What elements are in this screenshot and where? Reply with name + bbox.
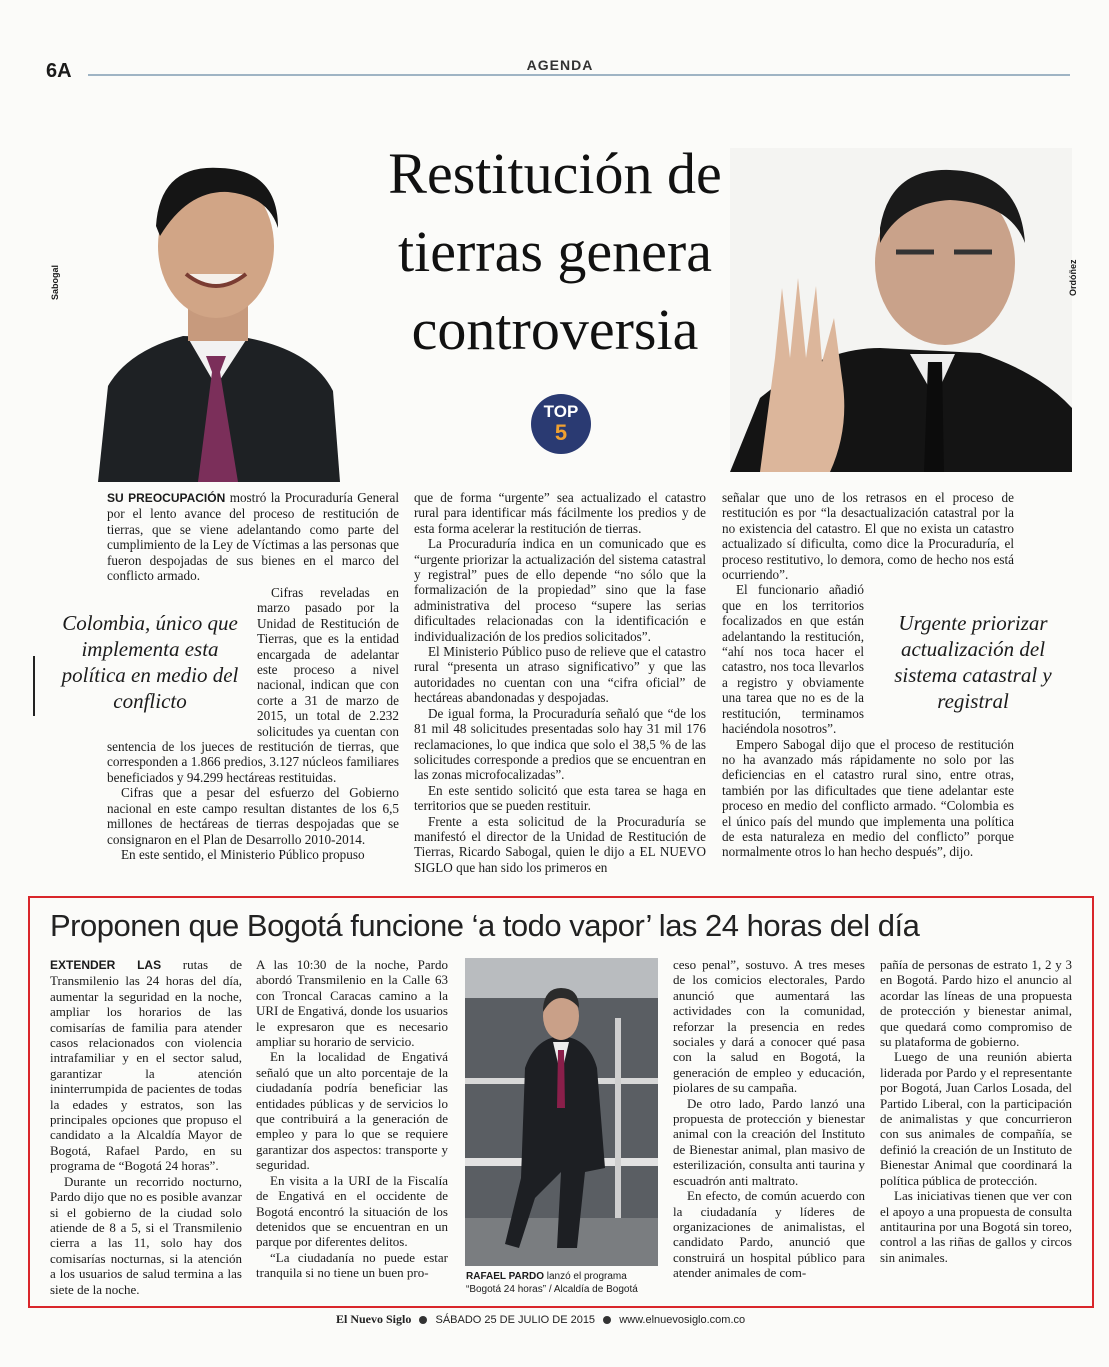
photo-sabogal <box>88 156 348 482</box>
article1-paragraph: Empero Sabogal dijo que el proceso de restitución no ha avanzado más rápidamente no solo por las deficiencias en el catastro rural sino, entre otras, también por las dificultades que tiene adelantar este proceso en medio del conflicto armado. “Colombia es el único país del mundo que implementa una política de esta naturaleza en medio del conflicto” porque normalmente otros lo han hecho después”, dijo. <box>722 736 1014 860</box>
article2-paragraph: En efecto, de común acuerdo con la ciudadanía y líderes de organizaciones de animalistas, el candidato Pardo, anunció que construirá un hospital público para atender animales de com- <box>673 1188 865 1281</box>
page-number: 6A <box>46 60 72 82</box>
footer-date: SÁBADO 25 DE JULIO DE 2015 <box>435 1314 596 1326</box>
section-label: AGENDA <box>500 57 620 73</box>
article1-paragraph: De igual forma, la Procuraduría señaló que “de los 81 mil 48 solicitudes presentadas solo hay 31 mil 176 reclamaciones, lo que indica que solo el 38,5 % de las solicitudes corresponde a predios que se encuentran en las zonas microfocalizadas”. <box>414 705 706 783</box>
article1-paragraph: que de forma “urgente” sea actualizado el catastro rural para identificar más fácilmente los predios y de esta forma acelerar la restitución de tierras. <box>414 490 706 536</box>
photo-caption: RAFAEL PARDO lanzó el programa “Bogotá 24 horas” / Alcaldía de Bogotá <box>466 1271 638 1295</box>
article1-paragraph: Cifras reveladas en marzo pasado por la Unidad de Restitución de Tierras, que es la entidad encargada de adelantar este proceso a nivel nacional, indican que con corte a 31 de marzo de 2015, un total de 2.232 solicitudes ya cuentan con sentencia de los jueces de restitución de tierras, que corresponden a 1.866 predios, 3.127 núcleos familiares beneficiados y 94.299 hectáreas restituidas. <box>107 585 399 785</box>
article1-column-1 <box>107 490 399 599</box>
pull-quote-right: Urgente priorizar actualización del sistema catastral y registral <box>894 611 1052 713</box>
article1-paragraph: señalar que uno de los retrasos en el proceso de restitución es por “la desactualización catastral por la no existencia del catastro. El que no exista un catastro actualizado sí dificulta, como dice la Procuraduría, el proceso restitutivo, lo demora, como de hecho nos está ocurriendo”. <box>722 490 1014 583</box>
article2-paragraph: De otro lado, Pardo lanzó una propuesta de protección y bienestar animal con la creación del Instituto de Bienestar animal, plan masivo de esterilización, consulta anti taurina y escuadrón anti maltrato. <box>673 1095 865 1188</box>
article1-paragraph: El funcionario añadió que en los territorios focalizados en que están adelantando la restitución, “ahí nos toca hacer el catastro, nos toca llevarlos a registro y obviamente una tarea que no es de la restitución, terminamos haciéndola nosotros”. <box>722 582 864 737</box>
photo-label-left: Sabogal <box>50 264 60 300</box>
article2-paragraph: Luego de una reunión abierta liderada por Pardo y el representante por Bogotá, Juan Carlos Losada, del Partido Liberal, con la participación de animalistas y que concurrieron con sus animales de compañía, se definió la creación de un Instituto de Bienestar Animal que coordinará la política pública de protección. <box>880 1049 1072 1188</box>
pull-quote-left: Colombia, único que implementa esta política en medio del conflicto <box>61 611 239 713</box>
page-footer <box>336 1312 796 1327</box>
headline-line-1: Restitución de <box>388 141 722 206</box>
article2-paragraph: A las 10:30 de la noche, Pardo abordó Transmilenio en la Calle 63 con Troncal Caracas camino a la URI de Engativá, donde los usuarios le expresaron que es necesario ampliar su horario de servicio. <box>256 957 448 1050</box>
article2-column-1 <box>50 957 242 1297</box>
article1-paragraph: La Procuraduría indica en un comunicado que es “urgente priorizar la actualización del sistema catastral y registral” pues de ello depende “no sólo que la formalización de la propiedad” sino que la fase administrativa del proceso “supere las serias dificultades relacionadas con la identificación e individualización de los predios solicitados”. <box>414 536 706 644</box>
headline-line-3: controversia <box>411 297 699 362</box>
article2-paragraph: pañía de personas de estrato 1, 2 y 3 en Bogotá. Pardo hizo el anuncio al acordar las líneas de una propuesta de protección y bienestar animal, que quedará como compromiso de su plataforma de gobierno. <box>880 957 1072 1050</box>
article2-headline: Proponen que Bogotá funcione ‘a todo vapor’ las 24 horas del día <box>50 908 920 943</box>
top5-badge-number: 5 <box>554 420 568 445</box>
article1-paragraph: SU PREOCUPACIÓN mostró la Procuraduría General por el lento avance del proceso de restitución de tierras, que se viene adelantando como parte del cumplimiento de la Ley de Víctimas a las personas que fueron despojadas de sus bienes en el marco del conflicto armado. <box>107 490 399 584</box>
photo-label-right: Ordóñez <box>1068 259 1078 296</box>
article2-column-3 <box>673 957 865 1281</box>
article1-column-2 <box>414 490 706 875</box>
footer-separator-icon <box>419 1316 427 1324</box>
margin-mark <box>33 656 35 716</box>
top5-badge <box>531 394 591 454</box>
article1-paragraph: Frente a esta solicitud de la Procuraduría se manifestó el director de la Unidad de Restitución de Tierras, Ricardo Sabogal, quien le dijo a EL NUEVO SIGLO que han sido los primeros en <box>414 813 706 875</box>
article1-paragraph: En este sentido solicitó que esta tarea se haga en territorios que se pueden restituir. <box>414 782 706 814</box>
top5-badge-top: TOP <box>543 402 579 421</box>
article1-paragraph: Cifras que a pesar del esfuerzo del Gobierno nacional en este campo resultan distantes de los 6,5 millones de hectáreas de tierras despojadas que se consignaron en el Plan de Desarrollo 2010-2014. <box>107 785 399 847</box>
article2-lead-caps: EXTENDER LAS <box>50 958 162 972</box>
footer-brand: El Nuevo Siglo <box>336 1312 412 1326</box>
article1-lead-caps: SU PREOCUPACIÓN <box>107 491 226 505</box>
photo-ordonez <box>730 148 1072 472</box>
caption-bold: RAFAEL PARDO <box>466 1271 544 1282</box>
footer-separator-icon <box>603 1316 611 1324</box>
article2-paragraph: ceso penal”, sostuvo. A tres meses de los comicios electorales, Pardo anunció que aumentará las actividades con la comunidad, reforzar la presencia en redes sociales y dará a conocer qué pasa con la salud en Bogotá, la generación de empleo y educación, piolares de su campaña. <box>673 957 865 1096</box>
article2-paragraph: “La ciudadanía no puede estar tranquila si no tiene un buen pro- <box>256 1249 448 1281</box>
article1-paragraph: En este sentido, el Ministerio Público propuso <box>121 846 365 862</box>
article2-column-4 <box>880 957 1072 1265</box>
article2-paragraph: EXTENDER LAS rutas de Transmilenio las 24 horas del día, aumentar la seguridad en la noche, ampliar los horarios de las comisarías de familia para atender casos relacionados con violencia intrafamiliar y en el sector salud, garantizar la atención ininterrumpida de pacientes de todas la edades y estratos, son las principales opciones que propuso el candidato a la Alcaldía Mayor de Bogotá, Rafael Pardo, en su programa de “Bogotá 24 horas”. <box>50 957 242 1174</box>
article2-column-2 <box>256 957 448 1281</box>
article2-paragraph: En la localidad de Engativá señaló que un alto porcentaje de la ciudadanía podría beneficiar las entidades públicas y de servicios lo que contribuirá a la generación de empleo y para lo que se requiere garantizar dos aspectos: transporte y seguridad. <box>256 1049 448 1173</box>
photo-rafael-pardo <box>465 958 658 1266</box>
headline <box>330 135 780 369</box>
article1-paragraph: El Ministerio Público puso de relieve que el catastro rural “presenta un atraso significativo” y que las autoridades no cuentan con una “cifra oficial” de hectáreas abandonadas y despojadas. <box>414 644 706 706</box>
article2-paragraph: Las iniciativas tienen que ver con el apoyo a una propuesta de consulta antitaurina por una Bogotá sin toreo, control a las riñas de gallos y circos sin animales. <box>880 1188 1072 1265</box>
article2-paragraph: En visita a la URI de la Fiscalía de Engativá en el occidente de Bogotá encontró la situación de los detenidos que se encuentran en un parque por diferentes delitos. <box>256 1172 448 1250</box>
footer-url[interactable]: www.elnuevosiglo.com.co <box>619 1314 746 1326</box>
section-rule <box>88 74 1070 76</box>
article2-paragraph: Durante un recorrido nocturno, Pardo dijo que no es posible avanzar si el gobierno de la ciudad solo atiende de 8 a 5, si el Transmilenio cierra a las 11, solo hay dos comisarías nocturnas, si la atención a los usuarios de salud termina a las siete de la noche. <box>50 1173 242 1297</box>
headline-line-2: tierras genera <box>398 219 712 284</box>
